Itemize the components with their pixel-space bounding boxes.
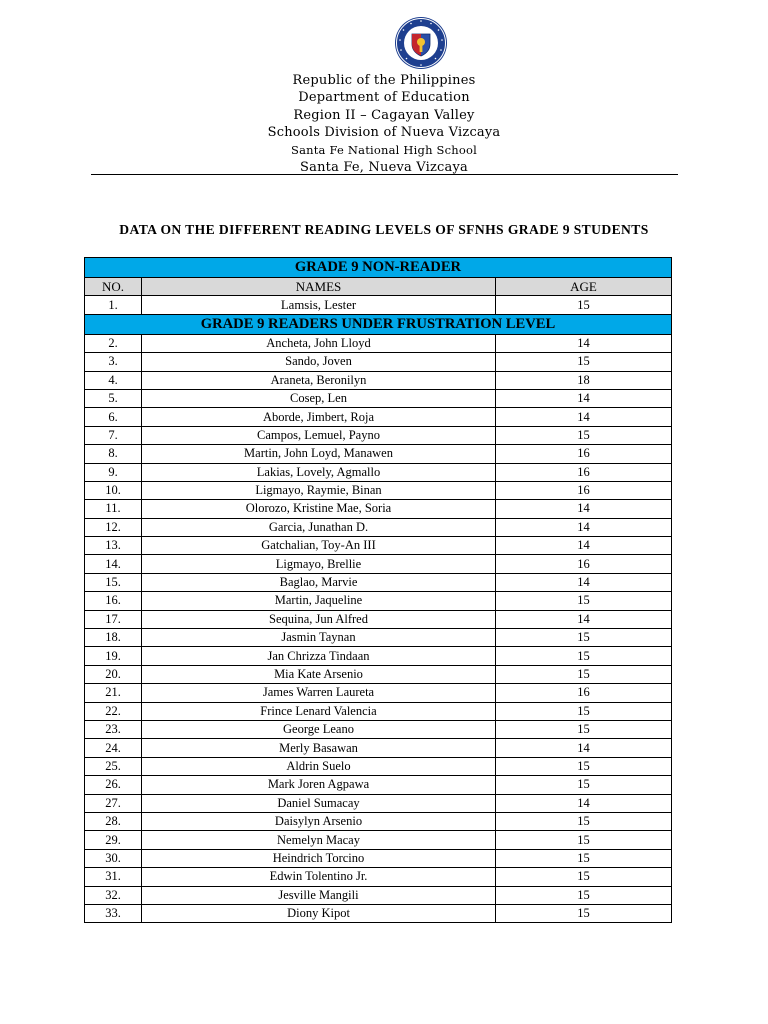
cell-number: 5. [85, 389, 142, 407]
cell-age: 14 [496, 389, 672, 407]
letterhead [0, 72, 768, 176]
cell-age: 16 [496, 445, 672, 463]
table-row [85, 463, 672, 481]
cell-age: 14 [496, 518, 672, 536]
cell-name: Nemelyn Macay [142, 831, 496, 849]
cell-name: Olorozo, Kristine Mae, Soria [142, 500, 496, 518]
cell-age: 15 [496, 665, 672, 683]
table-row [85, 555, 672, 573]
cell-number: 13. [85, 537, 142, 555]
table-row [85, 684, 672, 702]
cell-age: 16 [496, 684, 672, 702]
table-row [85, 408, 672, 426]
cell-number: 18. [85, 629, 142, 647]
cell-number: 25. [85, 757, 142, 775]
cell-name: Aborde, Jimbert, Roja [142, 408, 496, 426]
table-body [85, 258, 672, 923]
table-row [85, 702, 672, 720]
header-divider [91, 174, 678, 175]
letterhead-region: Region II – Cagayan Valley [293, 107, 475, 123]
cell-number: 29. [85, 831, 142, 849]
letterhead-school: Santa Fe National High School [290, 142, 477, 157]
cell-name: George Leano [142, 720, 496, 738]
table-row [85, 812, 672, 830]
cell-name: Martin, Jaqueline [142, 592, 496, 610]
cell-number: 7. [85, 426, 142, 444]
table-row [85, 518, 672, 536]
cell-number: 24. [85, 739, 142, 757]
cell-age: 14 [496, 573, 672, 591]
cell-name: Edwin Tolentino Jr. [142, 868, 496, 886]
letterhead-address: Santa Fe, Nueva Vizcaya [300, 160, 468, 176]
reading-levels-table [84, 257, 672, 923]
cell-age: 14 [496, 739, 672, 757]
letterhead-department: Department of Education [298, 90, 470, 106]
cell-number: 17. [85, 610, 142, 628]
cell-name: Jasmin Taynan [142, 629, 496, 647]
cell-age: 15 [496, 868, 672, 886]
table-row [85, 886, 672, 904]
table-row [85, 353, 672, 371]
cell-name: Lakias, Lovely, Agmallo [142, 463, 496, 481]
table-row [85, 334, 672, 352]
table-row [85, 629, 672, 647]
cell-name: Garcia, Junathan D. [142, 518, 496, 536]
cell-age: 15 [496, 757, 672, 775]
cell-number: 23. [85, 720, 142, 738]
cell-number: 15. [85, 573, 142, 591]
cell-age: 15 [496, 353, 672, 371]
cell-name: Sequina, Jun Alfred [142, 610, 496, 628]
section-heading: GRADE 9 NON-READER [85, 258, 672, 278]
cell-name: Baglao, Marvie [142, 573, 496, 591]
column-header-names: NAMES [142, 278, 496, 296]
table-row [85, 868, 672, 886]
table-row [85, 665, 672, 683]
cell-name: Campos, Lemuel, Payno [142, 426, 496, 444]
cell-name: Diony Kipot [142, 904, 496, 922]
cell-number: 9. [85, 463, 142, 481]
cell-age: 15 [496, 904, 672, 922]
cell-age: 15 [496, 629, 672, 647]
cell-age: 15 [496, 886, 672, 904]
table-row [85, 739, 672, 757]
table-row [85, 720, 672, 738]
cell-age: 14 [496, 794, 672, 812]
cell-name: Mark Joren Agpawa [142, 776, 496, 794]
cell-number: 11. [85, 500, 142, 518]
table-row [85, 831, 672, 849]
cell-name: Ancheta, John Lloyd [142, 334, 496, 352]
cell-name: Daisylyn Arsenio [142, 812, 496, 830]
cell-age: 15 [496, 812, 672, 830]
cell-number: 22. [85, 702, 142, 720]
document-title: DATA ON THE DIFFERENT READING LEVELS OF SFNHS GRADE 9 STUDENTS [119, 222, 649, 237]
cell-name: Daniel Sumacay [142, 794, 496, 812]
cell-age: 14 [496, 500, 672, 518]
cell-age: 14 [496, 610, 672, 628]
cell-name: Cosep, Len [142, 389, 496, 407]
cell-number: 8. [85, 445, 142, 463]
table-row [85, 445, 672, 463]
cell-age: 16 [496, 463, 672, 481]
cell-name: James Warren Laureta [142, 684, 496, 702]
table-row [85, 592, 672, 610]
cell-number: 30. [85, 849, 142, 867]
table-row [85, 849, 672, 867]
cell-age: 16 [496, 481, 672, 499]
cell-number: 31. [85, 868, 142, 886]
cell-age: 15 [496, 849, 672, 867]
cell-name: Heindrich Torcino [142, 849, 496, 867]
cell-age: 15 [496, 831, 672, 849]
cell-name: Lamsis, Lester [142, 296, 496, 314]
column-header-row [85, 278, 672, 296]
cell-name: Frince Lenard Valencia [142, 702, 496, 720]
table-row [85, 537, 672, 555]
table-row [85, 573, 672, 591]
cell-number: 33. [85, 904, 142, 922]
cell-age: 15 [496, 426, 672, 444]
cell-number: 26. [85, 776, 142, 794]
table-row [85, 426, 672, 444]
cell-age: 18 [496, 371, 672, 389]
cell-age: 16 [496, 555, 672, 573]
section-heading-row [85, 258, 672, 278]
cell-number: 2. [85, 334, 142, 352]
cell-age: 15 [496, 296, 672, 314]
cell-name: Araneta, Beronilyn [142, 371, 496, 389]
cell-number: 14. [85, 555, 142, 573]
cell-name: Merly Basawan [142, 739, 496, 757]
table-row [85, 794, 672, 812]
cell-age: 15 [496, 647, 672, 665]
table-row [85, 296, 672, 314]
table-row [85, 371, 672, 389]
cell-number: 4. [85, 371, 142, 389]
cell-age: 15 [496, 702, 672, 720]
letterhead-division: Schools Division of Nueva Vizcaya [267, 125, 501, 141]
cell-name: Ligmayo, Brellie [142, 555, 496, 573]
section-heading-row [85, 314, 672, 334]
cell-age: 15 [496, 592, 672, 610]
cell-number: 20. [85, 665, 142, 683]
cell-number: 32. [85, 886, 142, 904]
cell-name: Jan Chrizza Tindaan [142, 647, 496, 665]
table-row [85, 776, 672, 794]
cell-name: Aldrin Suelo [142, 757, 496, 775]
column-header-no: NO. [85, 278, 142, 296]
letterhead-country: Republic of the Philippines [292, 73, 476, 88]
table-row [85, 389, 672, 407]
cell-number: 6. [85, 408, 142, 426]
cell-name: Jesville Mangili [142, 886, 496, 904]
cell-number: 3. [85, 353, 142, 371]
cell-number: 16. [85, 592, 142, 610]
cell-number: 28. [85, 812, 142, 830]
table-row [85, 757, 672, 775]
table-row [85, 904, 672, 922]
table-row [85, 481, 672, 499]
cell-name: Sando, Joven [142, 353, 496, 371]
cell-age: 15 [496, 776, 672, 794]
cell-number: 10. [85, 481, 142, 499]
table-row [85, 647, 672, 665]
table-row [85, 610, 672, 628]
cell-number: 19. [85, 647, 142, 665]
table-row [85, 500, 672, 518]
cell-number: 1. [85, 296, 142, 314]
cell-age: 14 [496, 537, 672, 555]
cell-number: 12. [85, 518, 142, 536]
cell-age: 15 [496, 720, 672, 738]
cell-age: 14 [496, 334, 672, 352]
cell-name: Gatchalian, Toy-An III [142, 537, 496, 555]
cell-number: 21. [85, 684, 142, 702]
deped-seal-logo [394, 16, 448, 70]
cell-age: 14 [496, 408, 672, 426]
cell-number: 27. [85, 794, 142, 812]
cell-name: Ligmayo, Raymie, Binan [142, 481, 496, 499]
cell-name: Mia Kate Arsenio [142, 665, 496, 683]
column-header-age: AGE [496, 278, 672, 296]
cell-name: Martin, John Loyd, Manawen [142, 445, 496, 463]
section-heading: GRADE 9 READERS UNDER FRUSTRATION LEVEL [85, 314, 672, 334]
